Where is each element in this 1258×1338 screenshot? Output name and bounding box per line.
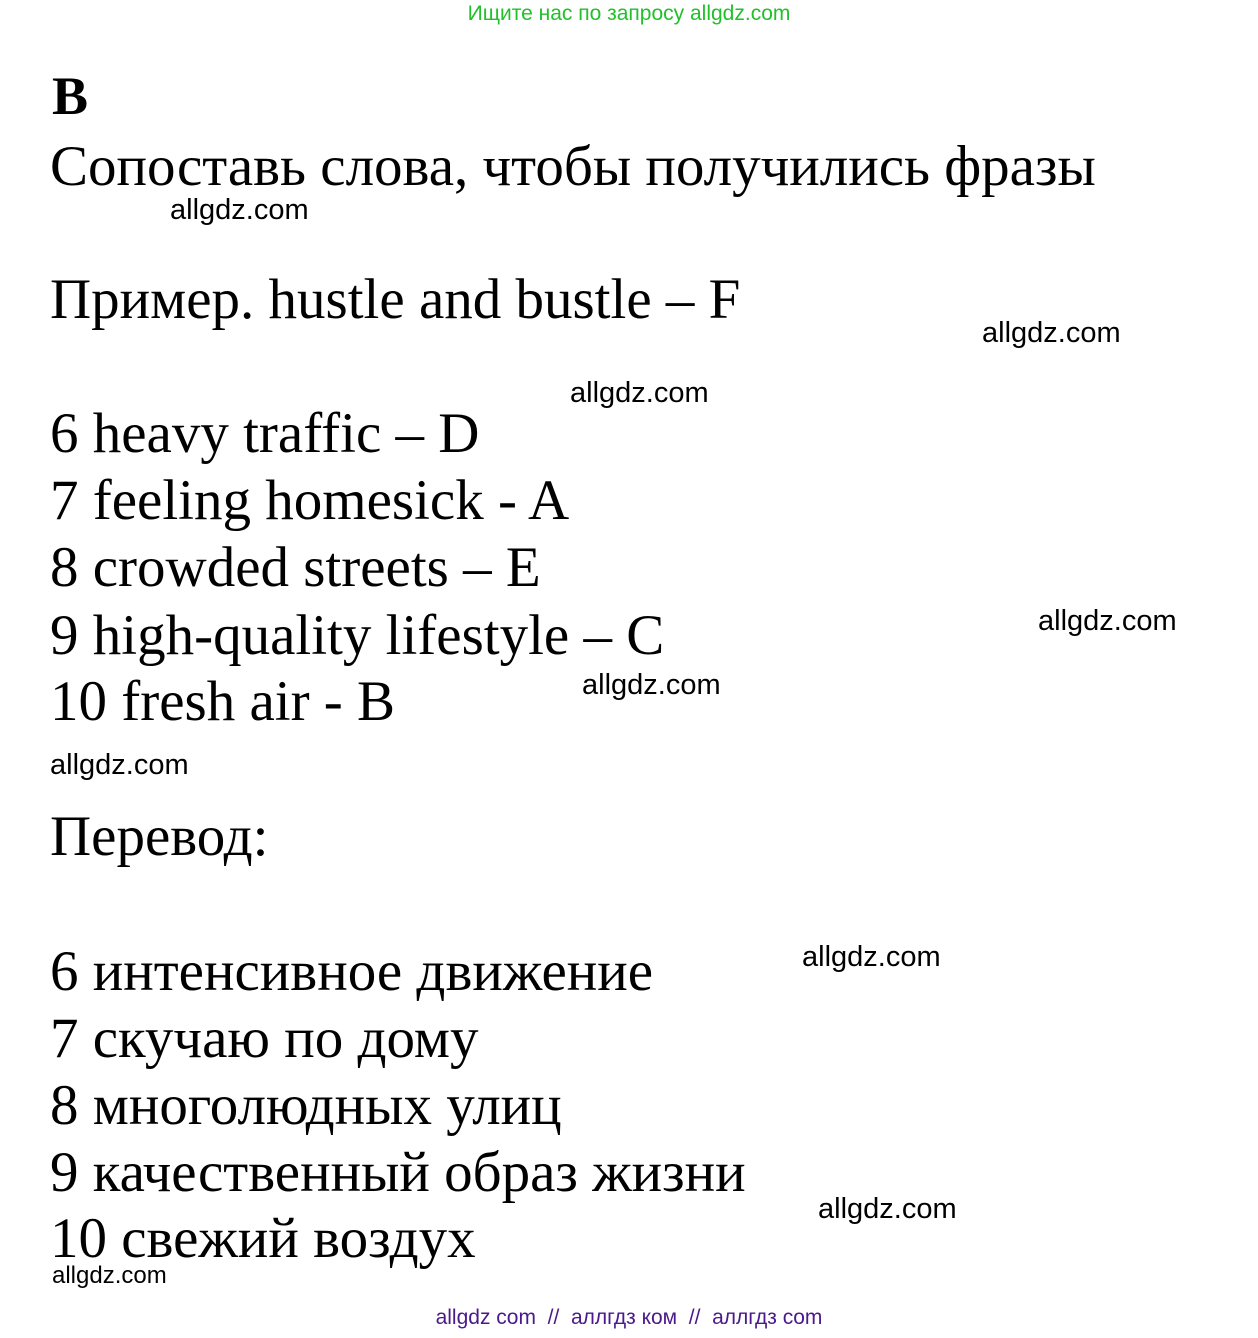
bottom-banner: allgdz com // аллгдз ком // аллгдз com: [435, 1306, 823, 1329]
translation-line: 9 качественный образ жизни: [50, 1141, 746, 1204]
search-banner: Ищите нас по запросу allgdz.com: [467, 2, 791, 25]
answer-line: 10 fresh air - B: [50, 670, 396, 733]
answer-line: 7 feeling homesick - A: [50, 469, 570, 532]
watermark: allgdz.com: [50, 749, 189, 781]
task-title: Сопоставь слова, чтобы получились фразы: [50, 135, 1096, 198]
translation-line: 7 скучаю по дому: [50, 1007, 479, 1070]
translation-heading: Перевод:: [50, 805, 269, 868]
watermark: allgdz.com: [802, 941, 941, 973]
translation-line: 10 свежий воздух: [50, 1207, 476, 1270]
translation-line: 8 многолюдных улиц: [50, 1074, 562, 1137]
answer-line: 9 high-quality lifestyle – C: [50, 604, 665, 667]
watermark: allgdz.com: [818, 1193, 957, 1225]
answer-line: 8 crowded streets – E: [50, 536, 541, 599]
watermark: allgdz.com: [170, 194, 309, 226]
answer-line: 6 heavy traffic – D: [50, 402, 480, 465]
watermark: allgdz.com: [982, 317, 1121, 349]
section-letter: B: [52, 66, 89, 126]
watermark: allgdz.com: [52, 1262, 167, 1289]
watermark: allgdz.com: [570, 377, 709, 409]
translation-line: 6 интенсивное движение: [50, 940, 654, 1003]
watermark: allgdz.com: [1038, 605, 1177, 637]
watermark: allgdz.com: [582, 669, 721, 701]
example-line: Пример. hustle and bustle – F: [50, 268, 741, 331]
